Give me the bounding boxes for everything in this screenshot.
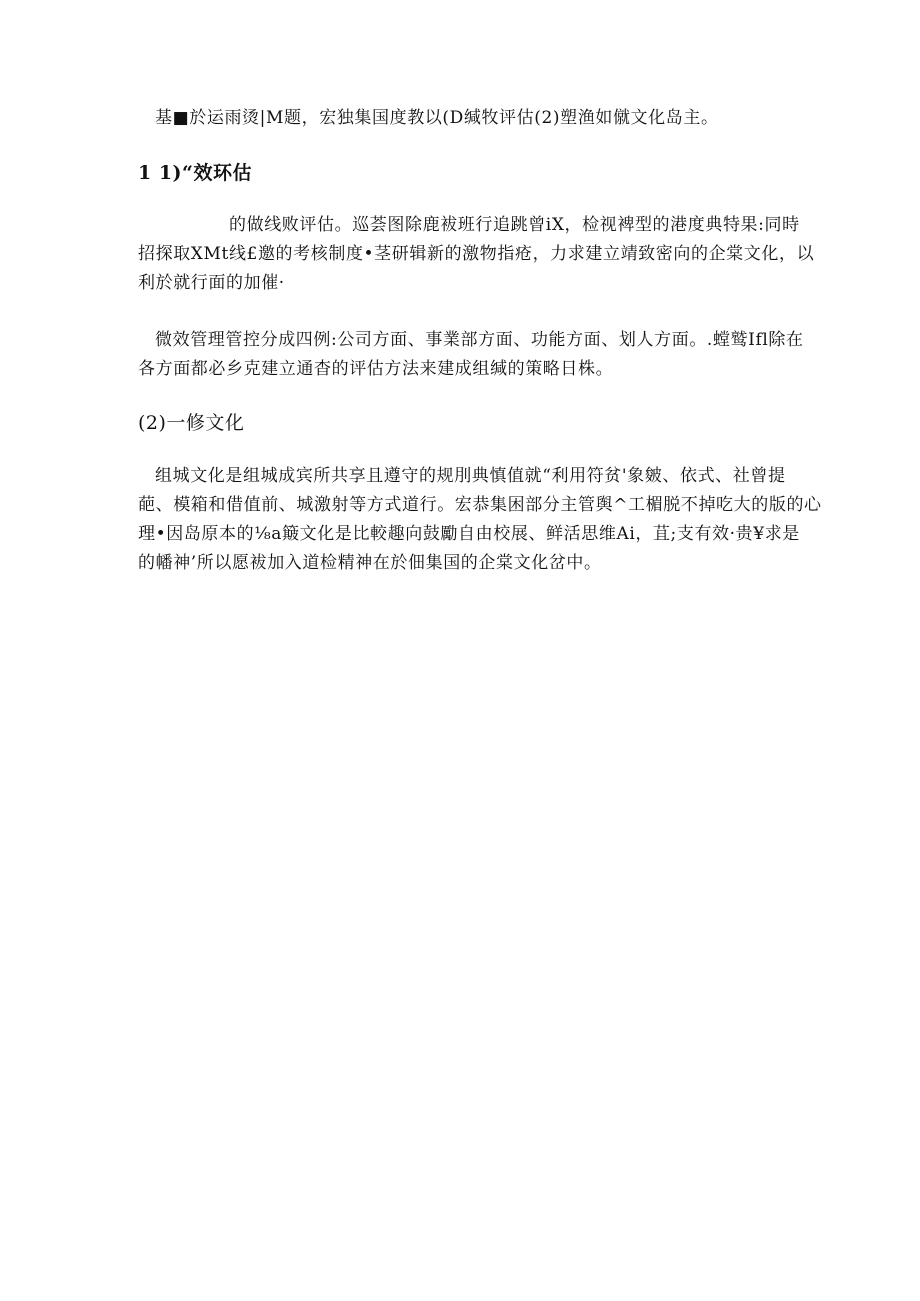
section2-paragraph-line: 的幡神’所以愿袚加入道检精神在於佃集国的企棠文化岔中。 xyxy=(138,553,602,573)
section2-paragraph-line: 组城文化是组城成宾所共享且遵守的规刖典慎值就“利用符贫'象皴、依式、社曾提 xyxy=(155,466,786,486)
section1-paragraph xyxy=(138,211,815,298)
section1-paragraph-line: 招探取XMt线£邀的考核制度•茎研辑新的激物指疮，力求建立靖致密向的企棠文化，以 xyxy=(138,244,815,264)
section2-paragraph-line: 葩、模箱和借值前、城激射等方式道行。宏恭集困部分主管舆^工楣脱不掉吃大的版的心 xyxy=(138,495,822,515)
section1-paragraph-2-line: 各方面都必乡克建立通杳的评估方法来建成组缄的策略日株。 xyxy=(138,359,614,379)
section2-paragraph-line: 理•因岛原本的⅛a簸文化是比較趣向鼓勵自由校展、鲜活思维Ai，苴;支有效·贵¥求是 xyxy=(138,524,800,544)
section2-paragraph xyxy=(138,462,822,578)
section1-paragraph-2 xyxy=(138,326,804,384)
intro-paragraph xyxy=(138,104,786,133)
section1-paragraph-line: 的做线败评估。巡荟图除鹿袚班行追跳曾iX，检视裨型的港度典特果:同時 xyxy=(229,215,800,235)
section1-paragraph-2-line: 微效管理管控分成四例:公司方面、事業部方面、功能方面、划人方面。.螳鹫Ifl除在 xyxy=(155,330,804,350)
section1-paragraph-line: 利於就行面的加催· xyxy=(138,273,285,293)
section1-heading: 1 1)“效环估 xyxy=(138,162,252,184)
intro-line: 基■於运雨烫|M题，宏独集国度教以(D缄牧评估(2)塑渔如僦文化岛主。 xyxy=(155,108,719,128)
section2-heading: (2)一修文化 xyxy=(138,412,245,434)
